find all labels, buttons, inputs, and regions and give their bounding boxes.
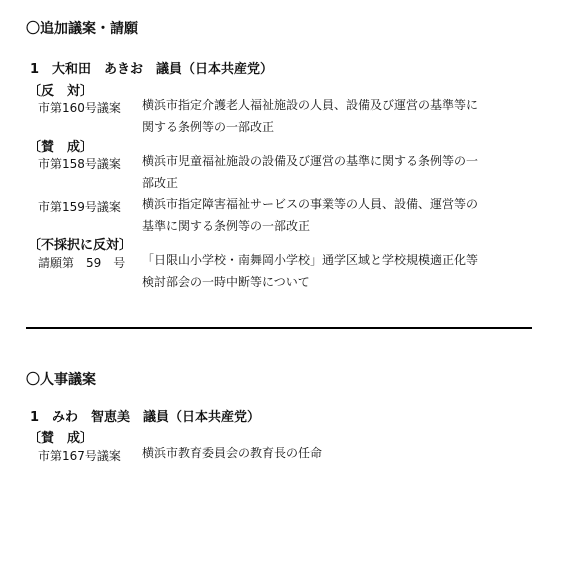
petition-number: 請願第 59 号 xyxy=(38,256,126,270)
bill-title xyxy=(142,442,322,464)
bill-title-line: 基準に関する条例等の一部改正 xyxy=(142,219,311,233)
section-divider xyxy=(26,327,532,329)
member-name: 1 大和田 あきお 議員（日本共産党） xyxy=(30,62,274,77)
petition-title xyxy=(142,249,478,293)
member-name: 1 みわ 智恵美 議員（日本共産党） xyxy=(30,410,261,425)
category-label-oppose: 〔反 対〕 xyxy=(28,84,94,99)
bill-number: 市第158号議案 xyxy=(38,157,121,171)
petition-title-line: 「日限山小学校・南舞岡小学校」通学区域と学校規模適正化等 xyxy=(142,253,479,267)
bill-title-line: 関する条例等の一部改正 xyxy=(142,120,275,134)
category-label-approve: 〔賛 成〕 xyxy=(28,140,94,155)
section-heading-additional-bills: 〇追加議案・請願 xyxy=(26,21,138,37)
bill-title xyxy=(142,94,478,138)
bill-title-line: 横浜市教育委員会の教育長の任命 xyxy=(142,446,323,460)
bill-title-line: 横浜市指定障害福祉サービスの事業等の人員、設備、運営等の xyxy=(142,197,479,211)
bill-title-line: 横浜市児童福祉施設の設備及び運営の基準に関する条例等の一 xyxy=(142,154,479,168)
bill-number: 市第159号議案 xyxy=(38,200,121,214)
bill-number: 市第160号議案 xyxy=(38,101,121,115)
bill-title-line: 横浜市指定介護老人福祉施設の人員、設備及び運営の基準等に xyxy=(142,98,479,112)
bill-title xyxy=(142,150,478,194)
section-heading-personnel-bills: 〇人事議案 xyxy=(26,372,96,388)
petition-title-line: 検討部会の一時中断等について xyxy=(142,275,310,289)
bill-title-line: 部改正 xyxy=(142,176,179,190)
category-label-approve: 〔賛 成〕 xyxy=(28,431,94,446)
bill-title xyxy=(142,193,478,237)
bill-number: 市第167号議案 xyxy=(38,449,121,463)
category-label-oppose-rejection: 〔不採択に反対〕 xyxy=(28,238,133,253)
